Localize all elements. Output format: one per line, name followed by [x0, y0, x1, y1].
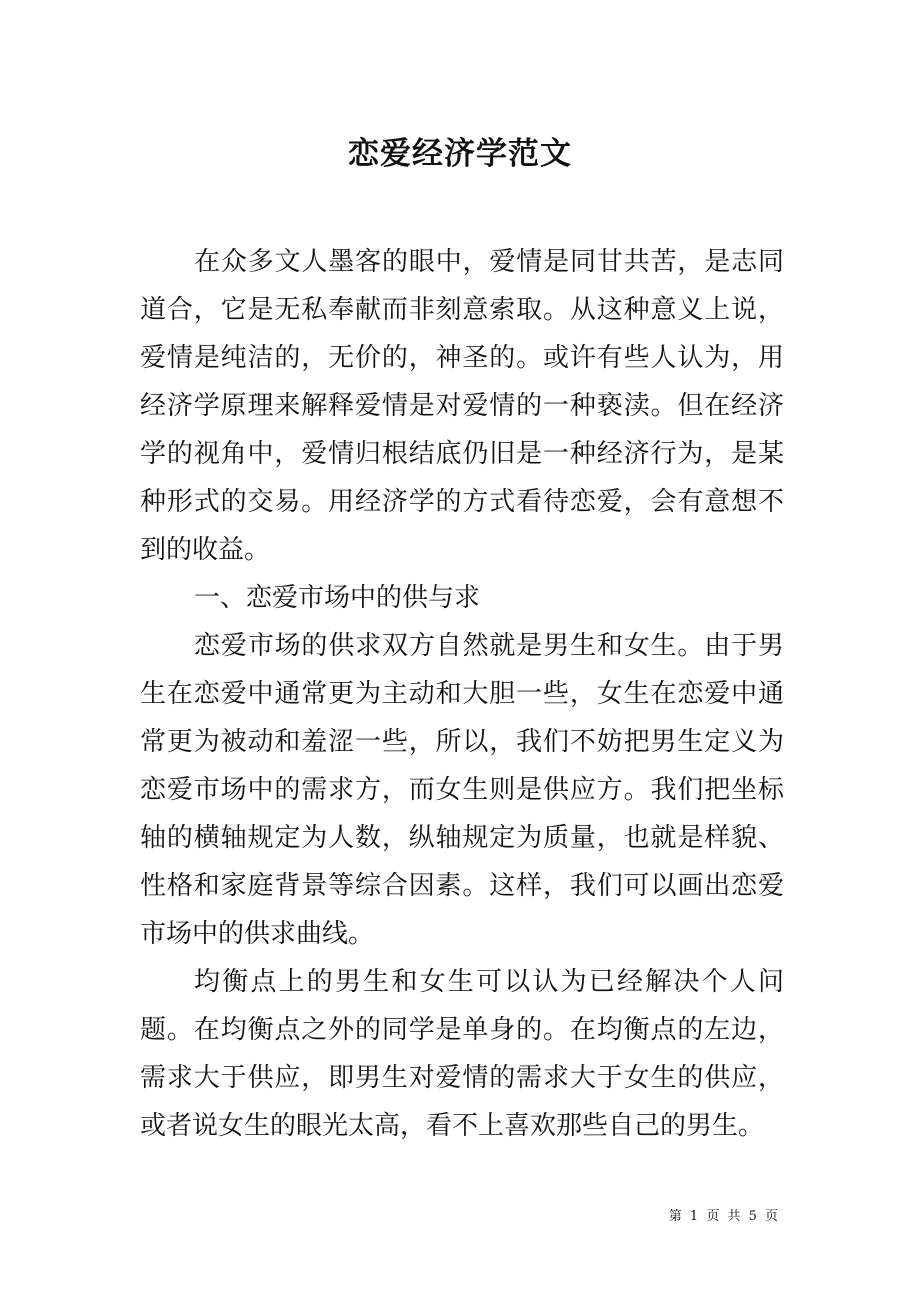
- document-title: 恋爱经济学范文: [348, 136, 572, 172]
- document-body: [140, 238, 784, 1150]
- paragraph-equilibrium: 均衡点上的男生和女生可以认为已经解决个人问题。在均衡点之外的同学是单身的。在均衡点的左边，需求大于供应，即男生对爱情的需求大于女生的供应，或者说女生的眼光太高，看不上喜欢那些自己的男生。: [140, 967, 784, 1141]
- paragraph-supply-demand: 恋爱市场的供求双方自然就是男生和女生。由于男生在恋爱中通常更为主动和大胆一些，女生在恋爱中通常更为被动和羞涩一些，所以，我们不妨把男生定义为恋爱市场中的需求方，而女生则是供应方。我们把坐标轴的横轴规定为人数，纵轴规定为质量，也就是样貌、性格和家庭背景等综合因素。这样，我们可以画出恋爱市场中的供求曲线。: [140, 631, 784, 949]
- page-number-footer: 第 1 页 共 5 页: [668, 1209, 780, 1224]
- section-heading-supply-demand: 一、恋爱市场中的供与求: [194, 583, 481, 613]
- paragraph-intro: 在众多文人墨客的眼中，爱情是同甘共苦，是志同道合，它是无私奉献而非刻意索取。从这种意义上说，爱情是纯洁的，无价的，神圣的。或许有些人认为，用经济学原理来解释爱情是对爱情的一种亵渎。但在经济学的视角中，爱情归根结底仍旧是一种经济行为，是某种形式的交易。用经济学的方式看待恋爱，会有意想不到的收益。: [140, 247, 784, 565]
